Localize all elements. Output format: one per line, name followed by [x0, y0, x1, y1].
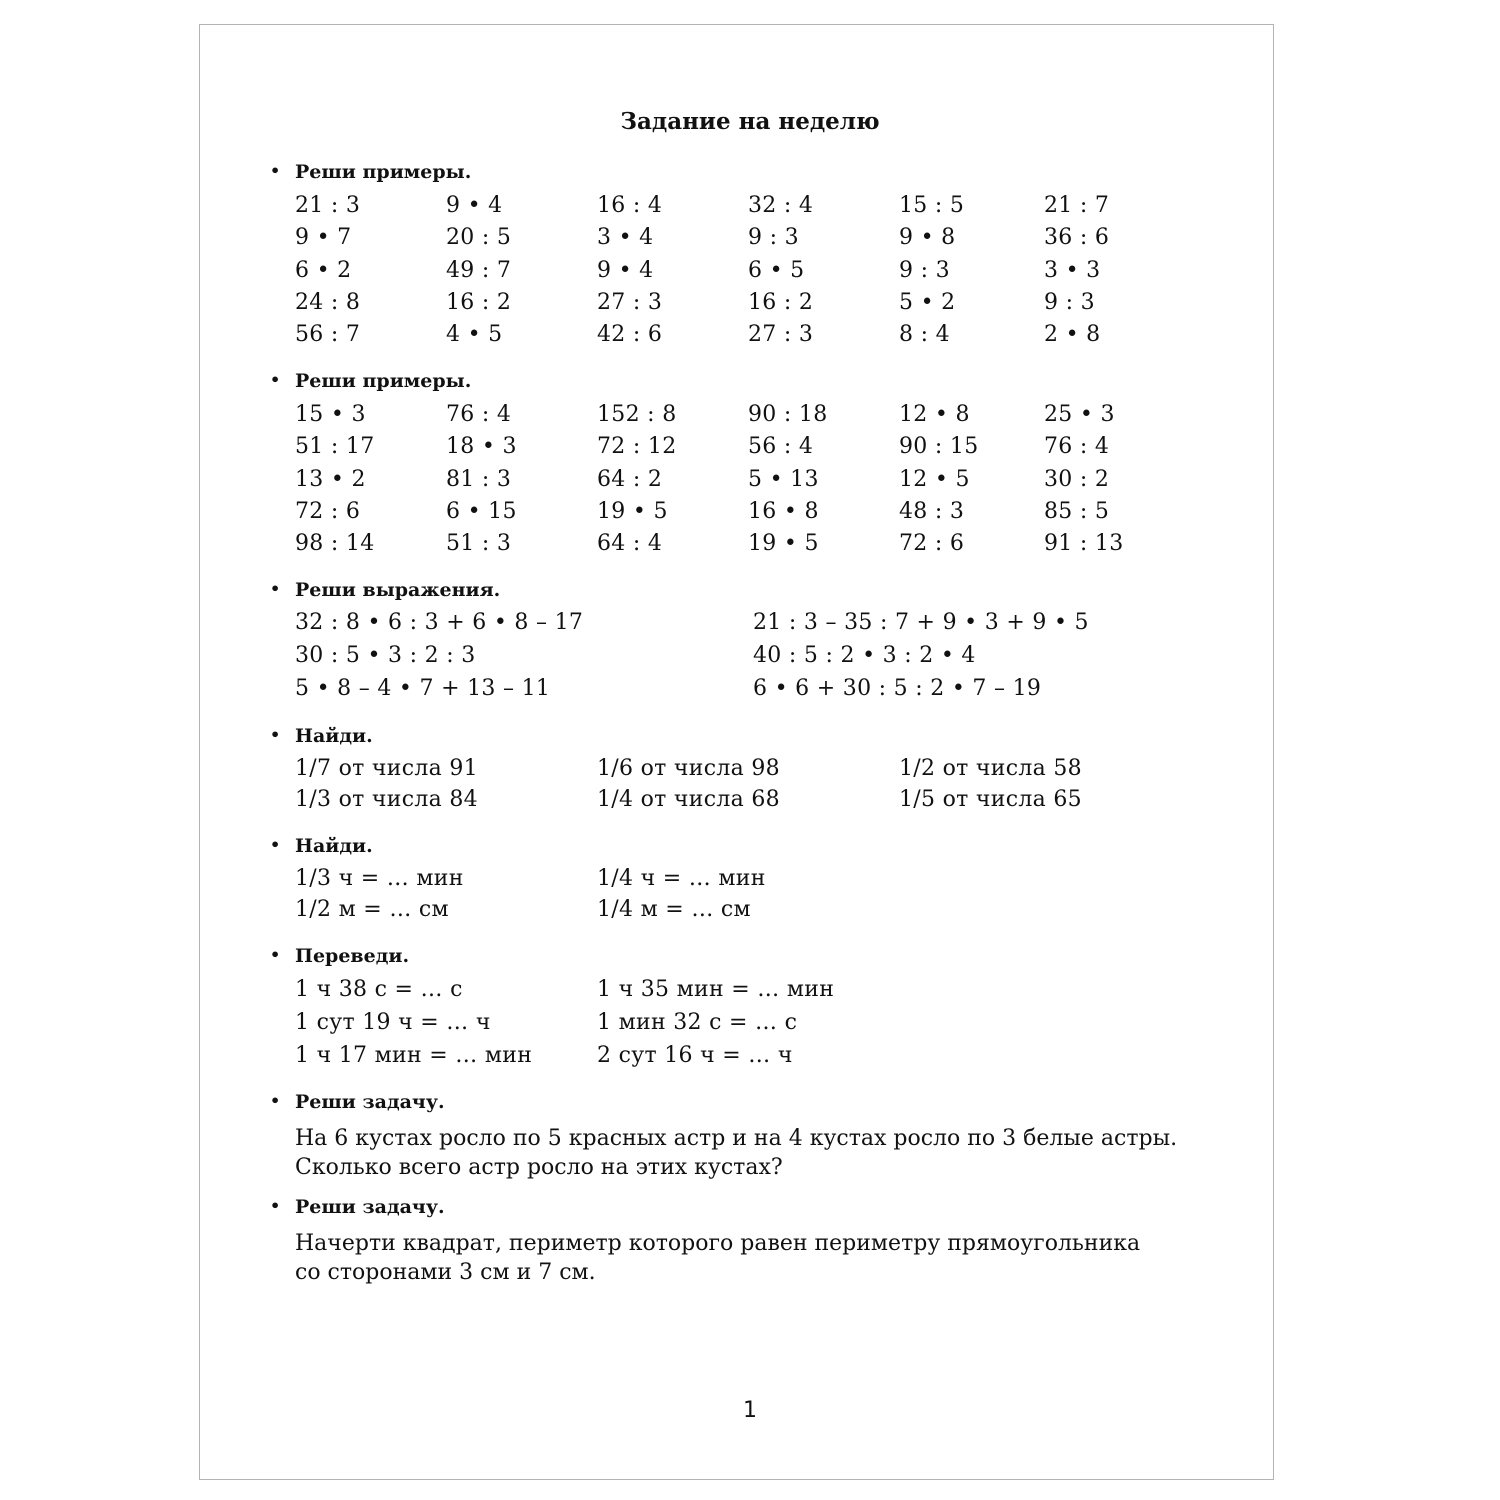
exercise-item: 21 : 7: [1044, 193, 1110, 218]
exercise-item: 56 : 4: [748, 434, 814, 460]
exercise-item: 12 • 5: [899, 466, 970, 492]
exercise-item: 9 • 8: [899, 225, 956, 251]
exercise-item: 9 • 7: [295, 225, 352, 251]
exercise-item: 12 • 8: [899, 402, 970, 427]
exercise-item: 16 : 4: [597, 193, 663, 218]
exercise-item: 15 : 5: [899, 193, 965, 218]
exercise-item: 16 : 2: [748, 289, 814, 315]
exercise-item: 9 : 3: [899, 257, 950, 283]
exercise-item: 1/3 ч = … мин: [295, 866, 464, 891]
section-1-heading: • Реши примеры.: [270, 161, 472, 183]
exercise-item: 1 мин 32 с = … с: [597, 1010, 798, 1036]
exercise-item: 27 : 3: [597, 289, 663, 315]
page-title: Задание на неделю: [620, 108, 880, 135]
exercise-item: 51 : 17: [295, 434, 375, 460]
exercise-item: 90 : 18: [748, 402, 828, 427]
section-7-heading: • Реши задачу.: [270, 1091, 445, 1113]
exercise-item: 3 • 4: [597, 225, 654, 251]
section-6-heading: • Переведи.: [270, 945, 410, 967]
exercise-item: 1 ч 17 мин = … мин: [295, 1043, 533, 1069]
exercise-item: 1/6 от числа 98: [597, 756, 780, 781]
section-4-heading: • Найди.: [270, 725, 373, 747]
exercise-item: 20 : 5: [446, 225, 512, 251]
exercise-item: 13 • 2: [295, 466, 366, 492]
exercise-item: 72 : 12: [597, 434, 677, 460]
exercise-item: 1/4 м = … см: [597, 897, 751, 922]
exercise-item: 2 сут 16 ч = … ч: [597, 1043, 793, 1069]
task-2-line: со сторонами 3 см и 7 см.: [295, 1260, 596, 1285]
exercise-item: 1 ч 35 мин = … мин: [597, 977, 835, 1002]
exercise-item: 1/4 от числа 68: [597, 787, 780, 812]
exercise-item: 18 • 3: [446, 434, 517, 460]
task-1-line: На 6 кустах росло по 5 красных астр и на 4 кустах росло по 3 белые астры.: [295, 1126, 1178, 1151]
exercise-item: 72 : 6: [295, 498, 361, 524]
exercise-item: 49 : 7: [446, 257, 512, 283]
exercise-item: 1/7 от числа 91: [295, 756, 478, 781]
exercise-item: 1/5 от числа 65: [899, 787, 1082, 812]
exercise-item: 1/2 м = … см: [295, 897, 449, 922]
page-number: 1: [743, 1398, 757, 1423]
exercise-item: 98 : 14: [295, 531, 375, 557]
exercise-item: 32 : 8 • 6 : 3 + 6 • 8 – 17: [295, 610, 584, 635]
exercise-item: 56 : 7: [295, 322, 361, 348]
bullet-icon: •: [270, 725, 281, 744]
exercise-item: 5 • 2: [899, 289, 956, 315]
exercise-item: 9 : 3: [1044, 289, 1095, 315]
exercise-item: 19 • 5: [597, 498, 668, 524]
exercise-item: 21 : 3: [295, 193, 361, 218]
bullet-icon: •: [270, 835, 281, 854]
exercise-item: 9 • 4: [446, 193, 503, 218]
exercise-item: 1 ч 38 с = … с: [295, 977, 463, 1002]
exercise-item: 25 • 3: [1044, 402, 1115, 427]
exercise-item: 4 • 5: [446, 322, 503, 348]
exercise-item: 15 • 3: [295, 402, 366, 427]
section-5-heading: • Найди.: [270, 835, 373, 857]
exercise-item: 76 : 4: [1044, 434, 1110, 460]
bullet-icon: •: [270, 370, 281, 389]
exercise-item: 51 : 3: [446, 531, 512, 557]
bullet-icon: •: [270, 1091, 281, 1110]
exercise-item: 64 : 4: [597, 531, 663, 557]
bullet-icon: •: [270, 1196, 281, 1215]
task-1-line: Сколько всего астр росло на этих кустах?: [295, 1155, 783, 1180]
exercise-item: 72 : 6: [899, 531, 965, 557]
exercise-item: 1/3 от числа 84: [295, 787, 478, 812]
exercise-item: 6 • 5: [748, 257, 805, 283]
exercise-item: 1/4 ч = … мин: [597, 866, 766, 891]
section-2-heading: • Реши примеры.: [270, 370, 472, 392]
exercise-item: 48 : 3: [899, 498, 965, 524]
exercise-item: 5 • 8 – 4 • 7 + 13 – 11: [295, 676, 551, 702]
exercise-item: 9 : 3: [748, 225, 799, 251]
exercise-item: 2 • 8: [1044, 322, 1101, 348]
exercise-item: 3 • 3: [1044, 257, 1101, 283]
exercise-item: 76 : 4: [446, 402, 512, 427]
exercise-item: 30 : 5 • 3 : 2 : 3: [295, 643, 476, 669]
exercise-item: 8 : 4: [899, 322, 950, 348]
section-3-heading: • Реши выражения.: [270, 579, 501, 601]
exercise-item: 32 : 4: [748, 193, 814, 218]
exercise-item: 27 : 3: [748, 322, 814, 348]
exercise-item: 1 сут 19 ч = … ч: [295, 1010, 491, 1036]
exercise-item: 40 : 5 : 2 • 3 : 2 • 4: [753, 643, 976, 669]
exercise-item: 152 : 8: [597, 402, 677, 427]
exercise-item: 6 • 15: [446, 498, 517, 524]
exercise-item: 19 • 5: [748, 531, 819, 557]
exercise-item: 21 : 3 – 35 : 7 + 9 • 3 + 9 • 5: [753, 610, 1089, 635]
exercise-item: 42 : 6: [597, 322, 663, 348]
exercise-item: 81 : 3: [446, 466, 512, 492]
bullet-icon: •: [270, 945, 281, 964]
exercise-item: 24 : 8: [295, 289, 361, 315]
exercise-item: 5 • 13: [748, 466, 819, 492]
task-2-line: Начерти квадрат, периметр которого равен периметру прямоугольника: [295, 1231, 1141, 1256]
bullet-icon: •: [270, 579, 281, 598]
task-2-text: [295, 1229, 1140, 1287]
exercise-item: 1/2 от числа 58: [899, 756, 1082, 781]
exercise-item: 6 • 2: [295, 257, 352, 283]
exercise-item: 64 : 2: [597, 466, 663, 492]
exercise-item: 85 : 5: [1044, 498, 1110, 524]
exercise-item: 16 : 2: [446, 289, 512, 315]
task-1-text: [295, 1124, 1177, 1182]
exercise-item: 36 : 6: [1044, 225, 1110, 251]
exercise-item: 6 • 6 + 30 : 5 : 2 • 7 – 19: [753, 676, 1042, 702]
exercise-item: 9 • 4: [597, 257, 654, 283]
bullet-icon: •: [270, 161, 281, 180]
exercise-item: 16 • 8: [748, 498, 819, 524]
exercise-item: 90 : 15: [899, 434, 979, 460]
exercise-item: 30 : 2: [1044, 466, 1110, 492]
exercise-item: 91 : 13: [1044, 531, 1124, 557]
section-8-heading: • Реши задачу.: [270, 1196, 445, 1218]
